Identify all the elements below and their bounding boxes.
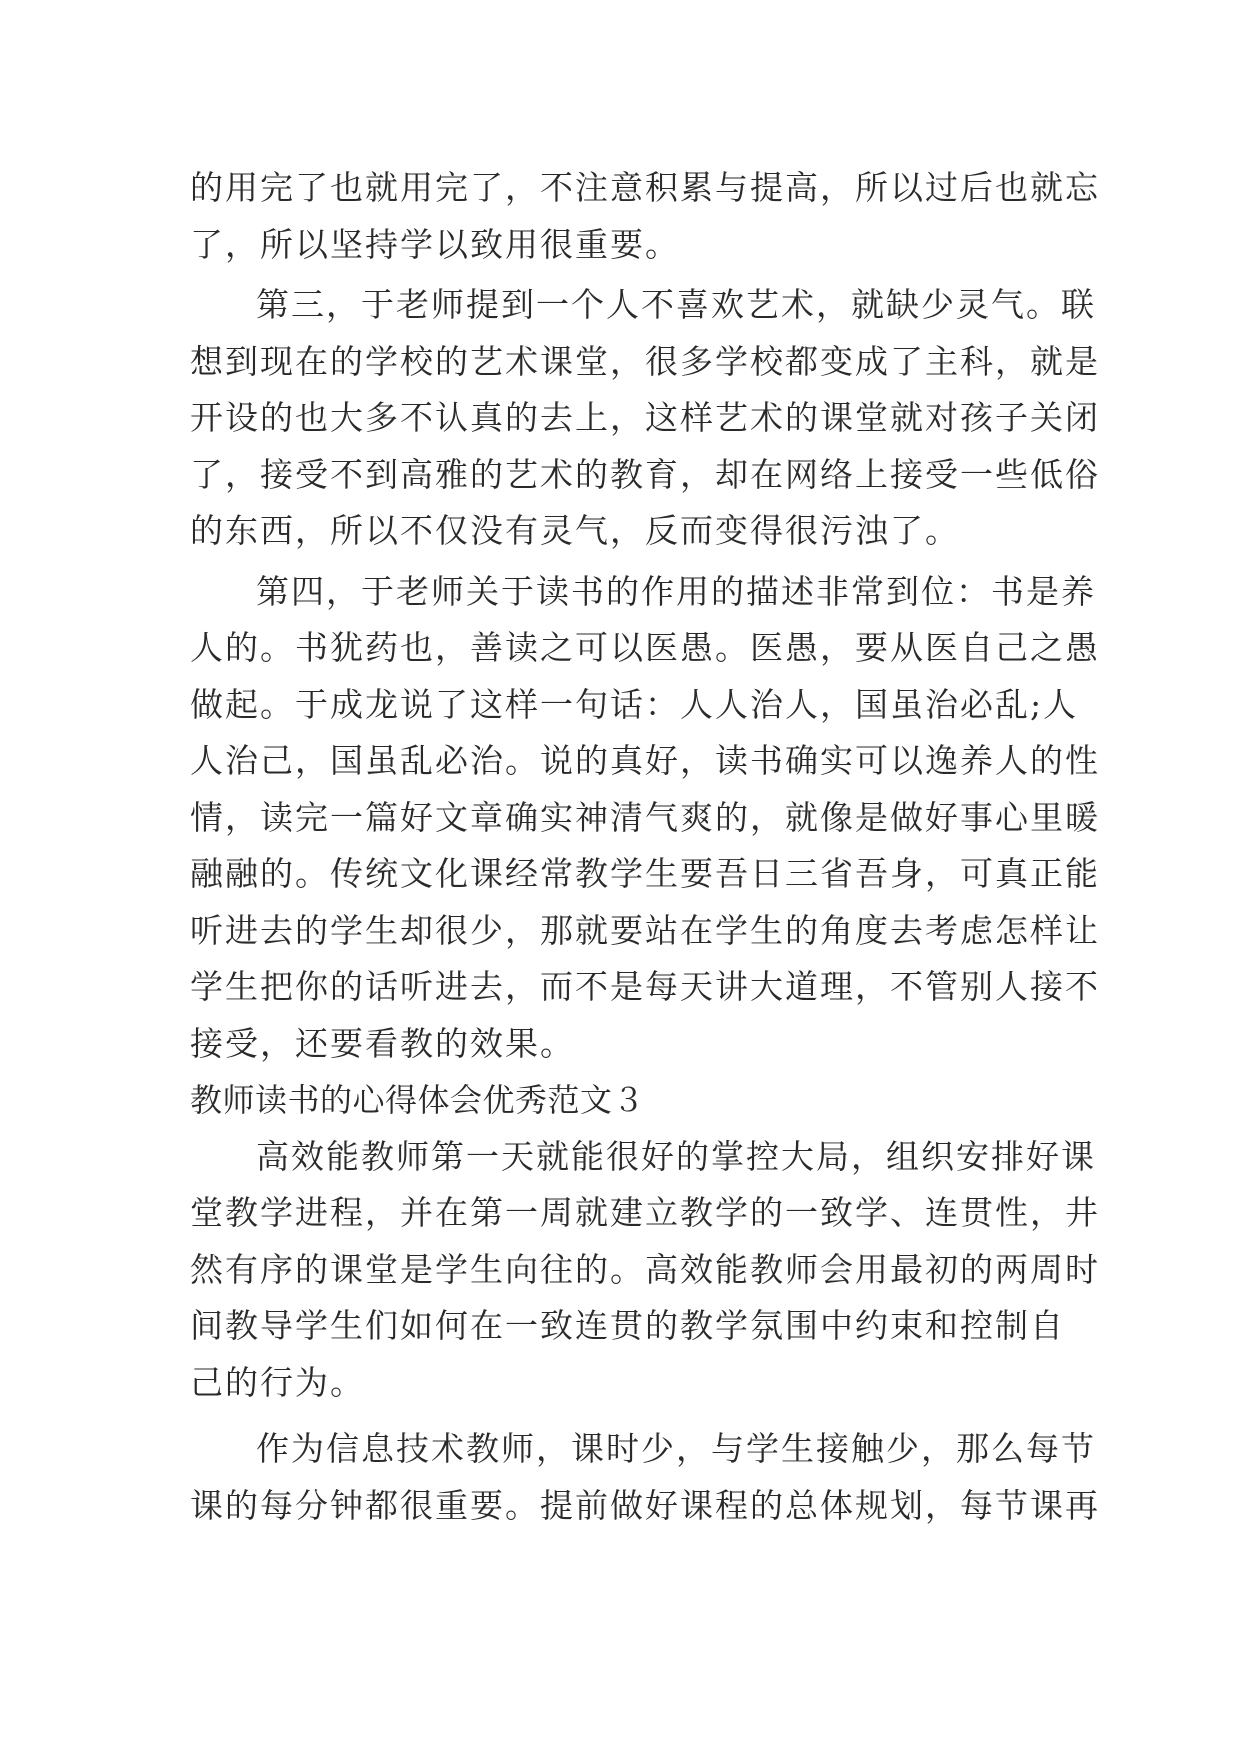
text-line: 想到现在的学校的艺术课堂，很多学校都变成了主科，就是 [190, 341, 1100, 381]
paragraph [190, 1129, 1100, 1412]
text-line: 学生把你的话听进去，而不是每天讲大道理，不管别人接不 [190, 967, 1100, 1006]
section-heading [190, 1072, 1050, 1129]
text-line: 了，接受不到高雅的艺术的教育，却在网络上接受一些低俗 [190, 454, 1100, 494]
text-line: 开设的也大多不认真的去上，这样艺术的课堂就对孩子关闭 [190, 398, 1100, 437]
text-line: 人治己，国虽乱必治。说的真好，读书确实可以逸养人的性 [190, 741, 1100, 780]
text-line: 情，读完一篇好文章确实神清气爽的，就像是做好事心里暖 [190, 797, 1100, 837]
text-line: 人的。书犹药也，善读之可以医愚。医愚，要从医自己之愚 [190, 628, 1100, 667]
text-line: 作为信息技术教师，课时少，与学生接触少，那么每节 [256, 1429, 1096, 1468]
paragraph [190, 1421, 1100, 1534]
section-title: 教师读书的心得体会优秀范文３ [190, 1081, 646, 1119]
text-line: 课的每分钟都很重要。提前做好课程的总体规划，每节课再 [190, 1485, 1100, 1525]
text-line: 融融的。传统文化课经常教学生要吾日三省吾身，可真正能 [190, 854, 1100, 893]
paragraph [190, 564, 1100, 1073]
paragraph [190, 277, 1100, 560]
text-line: 了，所以坚持学以致用很重要。 [190, 224, 680, 264]
text-line: 第四，于老师关于读书的作用的描述非常到位：书是养 [256, 571, 1096, 611]
text-line: 的用完了也就用完了，不注意积累与提高，所以过后也就忘 [190, 168, 1100, 207]
text-line: 堂教学进程，并在第一周就建立教学的一致学、连贯性，井 [190, 1193, 1100, 1232]
text-line: 间教导学生们如何在一致连贯的教学氛围中约束和控制自 [190, 1306, 1065, 1345]
text-line: 第三，于老师提到一个人不喜欢艺术，就缺少灵气。联 [256, 285, 1096, 324]
text-line: 听进去的学生却很少，那就要站在学生的角度去考虑怎样让 [190, 910, 1100, 950]
document-body [190, 160, 1100, 1534]
text-line: 的东西，所以不仅没有灵气，反而变得很污浊了。 [190, 511, 960, 550]
text-line: 做起。于成龙说了这样一句话：人人治人，国虽治必乱;人 [190, 684, 1079, 724]
text-line: 接受，还要看教的效果。 [190, 1023, 575, 1063]
text-line: 高效能教师第一天就能很好的掌控大局，组织安排好课 [256, 1136, 1096, 1176]
paragraph [190, 160, 1100, 273]
text-line: 然有序的课堂是学生向往的。高效能教师会用最初的两周时 [190, 1249, 1100, 1289]
text-line: 己的行为。 [190, 1362, 365, 1402]
